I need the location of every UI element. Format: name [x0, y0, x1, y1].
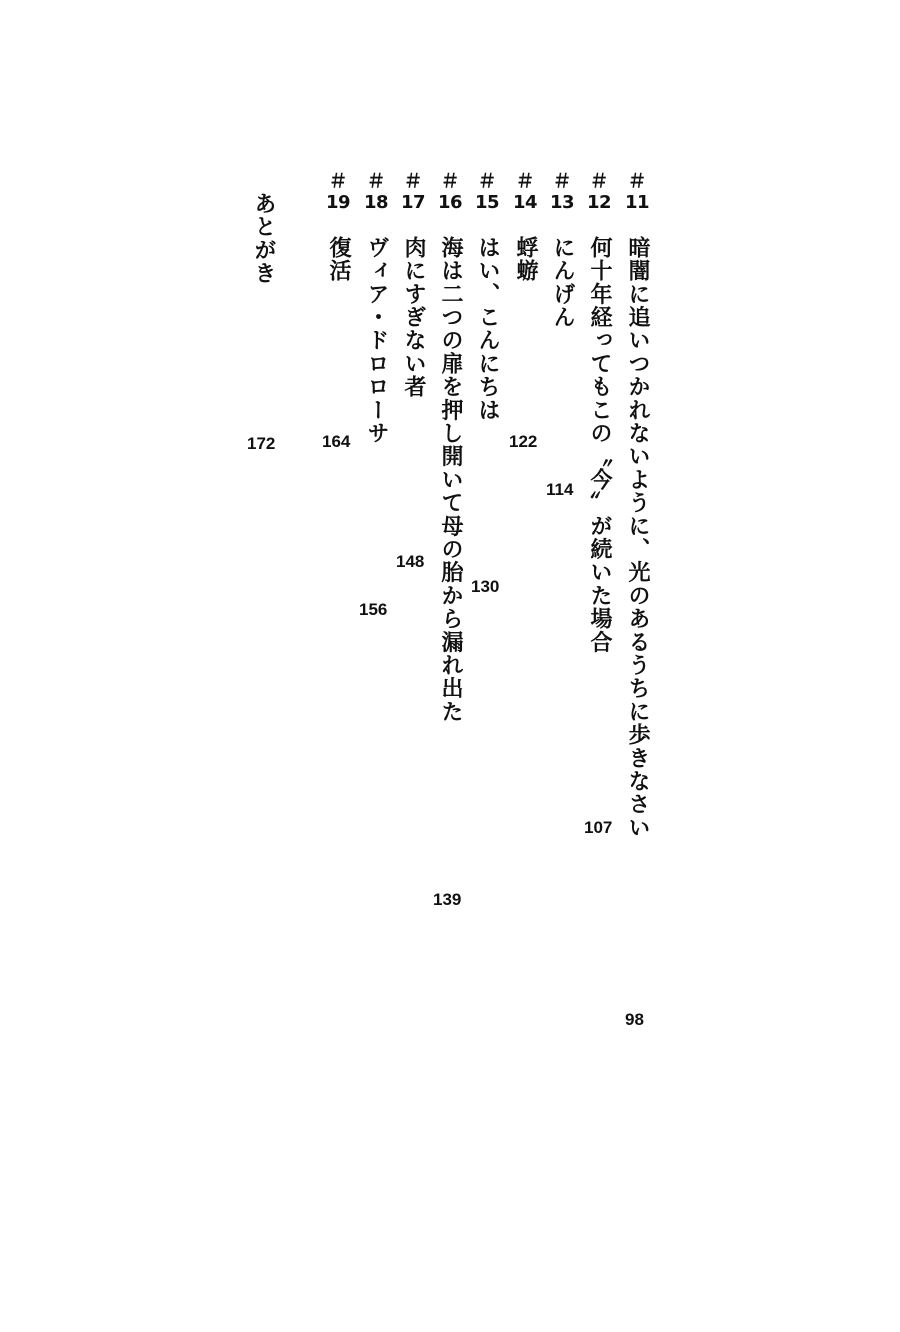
entry-number — [435, 170, 465, 214]
entry-number — [323, 170, 353, 214]
hash-mark: ＃ — [440, 170, 460, 192]
entry-title: ヴィア・ドロローサ — [364, 236, 389, 445]
page-number-19: 164 — [322, 432, 351, 451]
entry-number — [398, 170, 428, 214]
hash-mark: ＃ — [403, 170, 423, 192]
entry-title: 復活 — [326, 236, 351, 283]
entry-num: 17 — [400, 192, 426, 213]
entry-num: 15 — [474, 192, 500, 213]
hash-mark: ＃ — [328, 170, 348, 192]
page-number-13: 114 — [546, 480, 574, 499]
afterword-title[interactable]: あとがき — [251, 192, 276, 285]
entry-num: 18 — [363, 192, 389, 213]
entry-number — [547, 170, 577, 214]
page-number-11: 98 — [625, 1010, 644, 1029]
entry-title: にんげん — [550, 236, 575, 329]
entry-title: 何十年経ってもこの〝今〟が続いた場合 — [587, 236, 612, 654]
entry-num: 12 — [586, 192, 612, 213]
entry-title: 暗闇に追いつかれないように、光のあるうちに歩きなさい — [625, 236, 650, 840]
entry-number — [510, 170, 540, 214]
entry-num: 16 — [437, 192, 463, 213]
entry-number — [472, 170, 502, 214]
afterword-page-number: 172 — [247, 434, 276, 453]
page-number-14: 122 — [509, 432, 538, 451]
entry-title: はい、こんにちは — [475, 236, 500, 422]
entry-number — [361, 170, 391, 214]
entry-title: 蜉蝣 — [513, 236, 538, 283]
hash-mark: ＃ — [589, 170, 609, 192]
hash-mark: ＃ — [366, 170, 386, 192]
hash-mark: ＃ — [477, 170, 497, 192]
hash-mark: ＃ — [515, 170, 535, 192]
entry-title: 海は二つの扉を押し開いて母の胎から漏れ出た — [438, 236, 463, 724]
entry-title: 肉にすぎない者 — [401, 236, 426, 399]
page-number-17: 148 — [396, 552, 425, 571]
page-number-12: 107 — [584, 818, 613, 837]
hash-mark: ＃ — [552, 170, 572, 192]
entry-num: 13 — [549, 192, 575, 213]
entry-num: 19 — [325, 192, 351, 213]
hash-mark: ＃ — [627, 170, 647, 192]
page-number-15: 130 — [471, 577, 500, 596]
entry-number — [584, 170, 614, 214]
entry-num: 11 — [624, 192, 650, 213]
entry-number — [622, 170, 652, 214]
page-number-16: 139 — [433, 890, 462, 909]
entry-num: 14 — [512, 192, 538, 213]
page-number-18: 156 — [359, 600, 388, 619]
